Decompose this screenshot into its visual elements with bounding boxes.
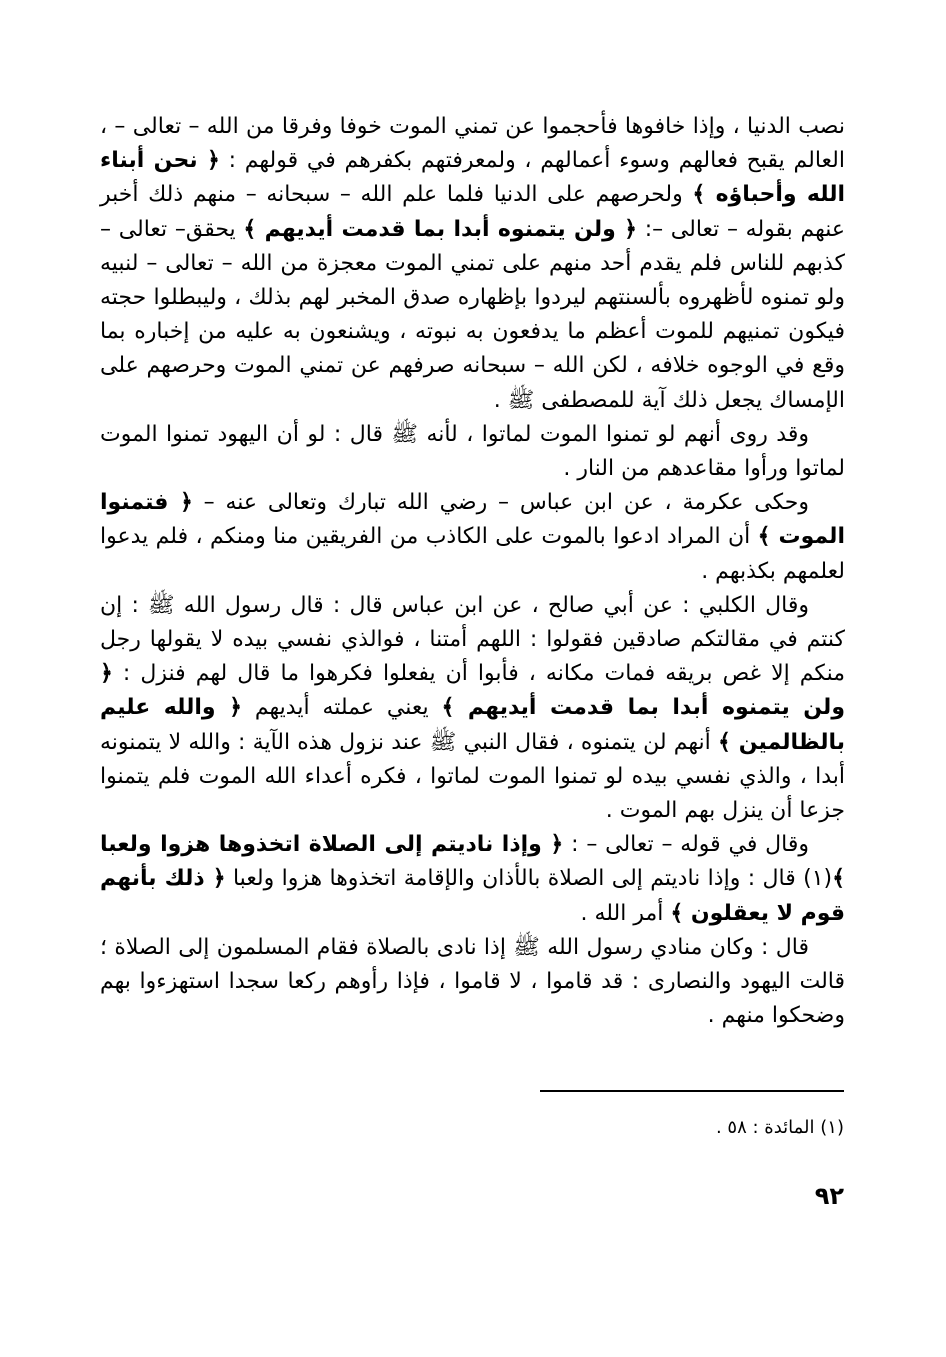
text-segment: يحقق– تعالى – كذبهم للناس فلم يقدم أحد منهم على تمني الموت معجزة من الله – تعالى – لنبيه ولو تمنوه لأظهروه بألسنتهم ليردوا بإظهاره صدق المخبر لهم بذلك ، وليبطلوا حجته فيكون تمنيهم للموت أعظم ما يدفعون به نبوته ، ويشنعون به عليه من إخباره بما وقع في الوجوه خلافه ، لكن الله – سبحانه صرفهم عن تمني الموت وحرصهم على الإمساك يجعل ذلك آية للمصطفى ﷺ .: [100, 216, 845, 413]
quran-quote: ﴿ ولن يتمنوه أبدا بما قدمت أيديهم ﴾: [100, 661, 845, 721]
text-segment: قال : وكان منادي رسول الله ﷺ إذا نادى بالصلاة فقام المسلمون إلى الصلاة ؛ قالت اليهود والنصارى : قد قاموا ، لا قاموا ، فإذا رأوهم ركعا سجدا استهزءوا بهم وضحكوا منهم .: [100, 934, 845, 1029]
paragraph: [100, 486, 845, 589]
page-number: ٩٢: [814, 1182, 844, 1210]
text-segment: يعني عملته أيديهم: [242, 695, 442, 721]
quran-quote: ﴿ والله عليم بالظالمين ﴾: [100, 695, 845, 755]
quran-quote: ﴿ ذلك بأنهم قوم لا يعقلون ﴾: [100, 866, 845, 926]
text-segment: أمر الله .: [580, 900, 671, 926]
footnote-separator: [540, 1090, 844, 1092]
footnote: (١) المائدة : ٥٨ .: [715, 1117, 844, 1138]
quran-quote: ﴿ نحن أبناء الله وأحباؤه ﴾: [100, 148, 846, 208]
quran-quote: ﴿ ولن يتمنوه أبدا بما قدمت أيديهم ﴾: [243, 216, 637, 242]
text-segment: وحكى عكرمة ، عن ابن عباس – رضي الله تبارك وتعالى عنه –: [192, 490, 809, 516]
quran-quote: ﴿ فتمنوا الموت ﴾: [100, 490, 845, 550]
paragraph: [100, 589, 845, 828]
text-segment: (١) قال : وإذا ناديتم إلى الصلاة بالأذان والإقامة اتخذوها هزوا ولعبا: [225, 866, 833, 892]
text-segment: نصب الدنيا ، وإذا خافوها فأحجموا عن تمني الموت خوفا وفرقا من الله – تعالى – ، العالم يقبح فعالهم وسوء أعمالهم ، ولمعرفتهم بكفرهم في قولهم :: [100, 114, 845, 174]
text-segment: وقد روى أنهم لو تمنوا الموت لماتوا ، لأنه ﷺ قال : لو أن اليهود تمنوا الموت لماتوا ورأوا مقاعدهم من النار .: [100, 421, 845, 482]
paragraph: [100, 110, 845, 418]
text-segment: أنهم لن يتمنوه ، فقال النبي ﷺ عند نزول هذه الآية : والله لا يتمنونه أبدا ، والذي نفسي بيده لو تمنوا الموت لماتوا ، فكره أعداء الله الموت فلم يتمنوا جزعا أن ينزل بهم الموت .: [100, 729, 845, 824]
quran-quote: ﴿ وإذا ناديتم إلى الصلاة اتخذوها هزوا ولعبا ﴾: [100, 832, 845, 892]
text-segment: أن المراد ادعوا بالموت على الكاذب من الفريقين منا ومنكم ، فلم يدعوا لعلمهم بكذبهم .: [100, 524, 845, 584]
paragraph: [100, 418, 845, 486]
paragraph: [100, 828, 845, 931]
text-segment: وقال الكلبي : عن أبي صالح ، عن ابن عباس قال : قال رسول الله ﷺ : إن كنتم في مقالتكم صادقين فقولوا : اللهم أمتنا ، فوالذي نفسي بيده لا يقولها رجل منكم إلا غص بريقه فمات مكانه ، فأبوا أن يفعلوا فكرهوا ما قال لهم فنزل :: [100, 592, 845, 687]
main-text: [100, 110, 845, 1033]
paragraph: [100, 931, 845, 1034]
text-segment: وقال في قوله – تعالى – :: [563, 832, 809, 858]
text-segment: ولحرصهم على الدنيا فلما علم الله – سبحانه – منهم ذلك أخبر عنهم بقوله – تعالى –:: [100, 182, 845, 242]
